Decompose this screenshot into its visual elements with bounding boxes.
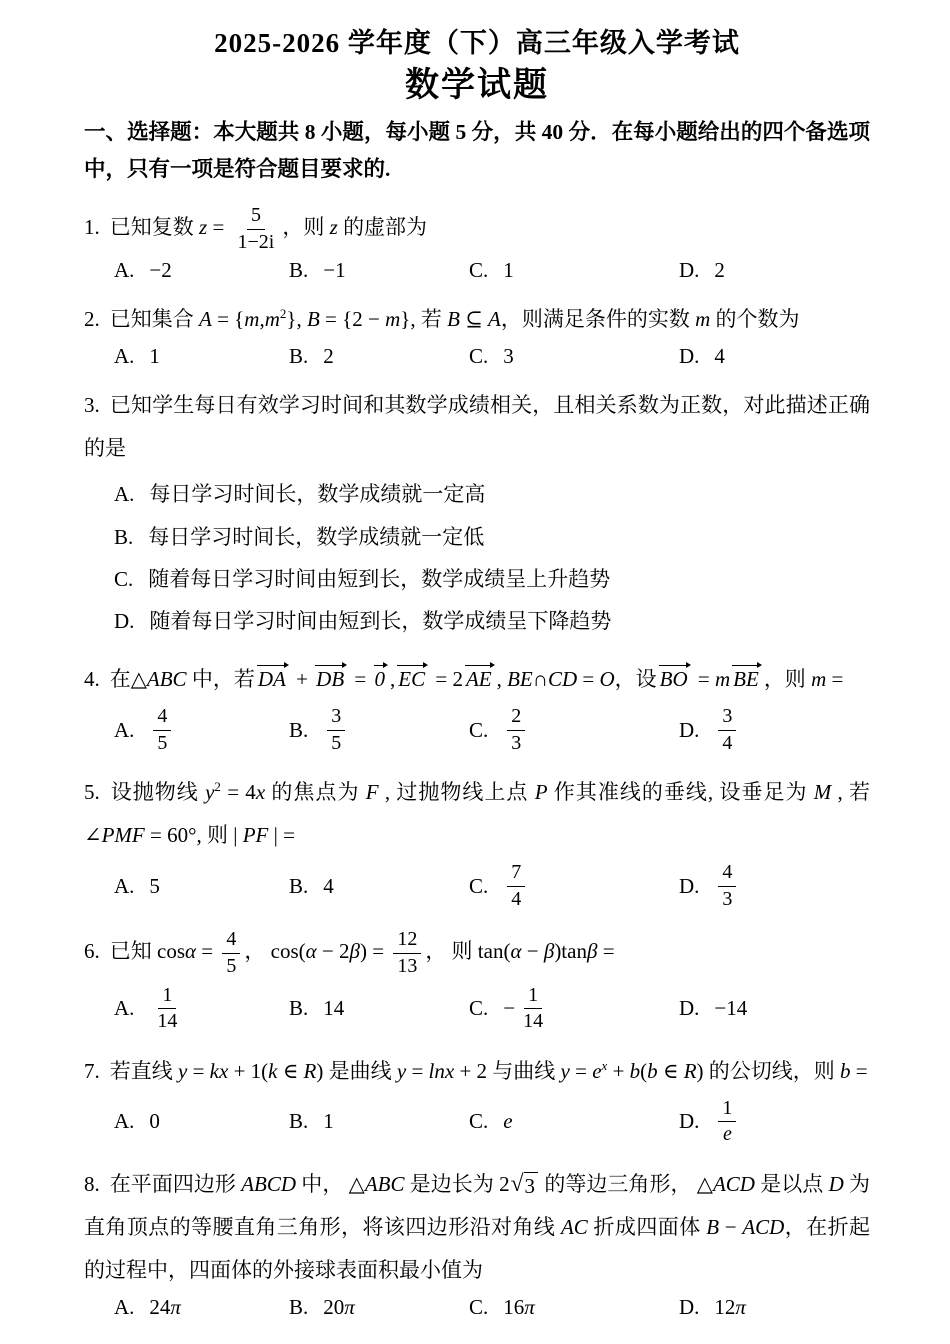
question-6-option-D bbox=[679, 996, 747, 1021]
question-2-stem bbox=[84, 298, 870, 341]
question-3 bbox=[84, 384, 870, 643]
option-content: 20 π bbox=[323, 1295, 355, 1320]
question-4 bbox=[84, 658, 870, 756]
option-content: 14 bbox=[323, 996, 345, 1021]
question-number: 2. bbox=[84, 307, 100, 332]
question-4-option-C bbox=[469, 704, 679, 756]
option-label: B. bbox=[289, 717, 309, 742]
question-8-options bbox=[84, 1295, 870, 1320]
option-label: A. bbox=[114, 1109, 135, 1134]
question-3-stem bbox=[84, 384, 870, 470]
option-label: A. bbox=[114, 1295, 135, 1320]
question-5-option-C bbox=[469, 860, 679, 912]
question-6 bbox=[84, 927, 870, 1034]
option-content: 5 bbox=[149, 873, 160, 898]
question-5-option-A bbox=[114, 874, 289, 899]
option-label: C. bbox=[469, 717, 489, 742]
option-label: B. bbox=[289, 873, 309, 898]
question-3-option-C bbox=[114, 558, 870, 600]
option-content: 1 bbox=[149, 344, 160, 369]
question-8-option-A bbox=[114, 1295, 289, 1320]
question-number: 6. bbox=[84, 939, 100, 964]
option-label: A. bbox=[114, 258, 135, 283]
question-stem-text: 已知学生每日有效学习时间和其数学成绩相关，且相关系数为正数，对此描述正确的是 bbox=[84, 393, 870, 461]
question-7-options bbox=[84, 1096, 870, 1148]
question-stem-text: 已知 cosα = $\frac{4}{5}$ ， cos(α − 2β) = $\frac{12}{13}$ ， 则 tan(α − β)tanβ = bbox=[109, 928, 615, 977]
option-content: $\frac{1}{e}$ bbox=[714, 1096, 740, 1148]
question-list bbox=[84, 203, 870, 1320]
question-7 bbox=[84, 1050, 870, 1148]
option-label: A. bbox=[114, 344, 135, 369]
option-content: 每日学习时间长，数学成绩就一定高 bbox=[149, 482, 486, 507]
option-content: 1 bbox=[323, 1109, 334, 1134]
question-1-options bbox=[84, 258, 870, 283]
question-8-option-D bbox=[679, 1295, 746, 1320]
question-stem-text: 已知复数 z = $\frac{5}{1-2i}$ ，则 z 的虚部为 bbox=[109, 203, 428, 253]
question-7-option-C bbox=[469, 1109, 679, 1134]
option-label: A. bbox=[114, 873, 135, 898]
option-label: D. bbox=[679, 1295, 700, 1320]
question-8-stem bbox=[84, 1163, 870, 1292]
question-1-option-B bbox=[289, 258, 469, 283]
question-number: 1. bbox=[84, 214, 100, 239]
option-content: 4 bbox=[323, 873, 334, 898]
question-3-option-B bbox=[114, 516, 870, 558]
option-content: 16 π bbox=[503, 1295, 535, 1320]
question-2 bbox=[84, 298, 870, 369]
question-stem-text: 已知集合 $A = \{m,m^2\}$, B = {2 − m}, 若 B ⊆ A，则满足条件的实数 m 的个数为 bbox=[109, 306, 800, 332]
option-label: C. bbox=[469, 996, 489, 1021]
option-content: 随着每日学习时间由短到长，数学成绩呈下降趋势 bbox=[149, 609, 612, 634]
question-3-options bbox=[84, 473, 870, 643]
option-content: −2 bbox=[149, 258, 172, 283]
option-label: D. bbox=[679, 344, 700, 369]
option-label: D. bbox=[679, 873, 700, 898]
question-3-option-A bbox=[114, 473, 870, 515]
option-content: $\frac{1}{14}$ bbox=[157, 983, 178, 1033]
option-content: $\frac{4}{3}$ bbox=[714, 860, 740, 912]
option-label: C. bbox=[469, 873, 489, 898]
option-content: $\frac{2}{3}$ bbox=[503, 704, 529, 756]
question-2-option-D bbox=[679, 344, 725, 369]
option-content: $\frac{4}{5}$ bbox=[149, 704, 175, 756]
option-label: D. bbox=[679, 258, 700, 283]
option-label: B. bbox=[289, 996, 309, 1021]
question-7-option-A bbox=[114, 1109, 289, 1134]
question-5-stem bbox=[84, 771, 870, 857]
option-content: 2 bbox=[714, 258, 725, 283]
option-content: 24 π bbox=[149, 1295, 181, 1320]
question-number: 7. bbox=[84, 1058, 100, 1083]
question-7-option-D bbox=[679, 1096, 740, 1148]
question-1-option-C bbox=[469, 258, 679, 283]
question-4-option-B bbox=[289, 704, 469, 756]
question-2-option-B bbox=[289, 344, 469, 369]
option-label: C. bbox=[469, 1109, 489, 1134]
option-label: A. bbox=[114, 717, 135, 742]
option-label: C. bbox=[469, 1295, 489, 1320]
question-8-option-C bbox=[469, 1295, 679, 1320]
option-label: B. bbox=[289, 258, 309, 283]
question-4-option-A bbox=[114, 704, 289, 756]
page-subtitle: 数学试题 bbox=[405, 67, 549, 105]
option-label: A. bbox=[114, 996, 135, 1021]
question-5-option-D bbox=[679, 860, 740, 912]
question-number: 5. bbox=[84, 780, 100, 805]
question-1 bbox=[84, 203, 870, 283]
option-content: 4 bbox=[714, 344, 725, 369]
option-label: B. bbox=[289, 1109, 309, 1134]
question-6-stem bbox=[84, 927, 870, 979]
question-4-option-D bbox=[679, 704, 740, 756]
question-6-option-A bbox=[114, 983, 289, 1035]
question-5-options bbox=[84, 860, 870, 912]
option-content: 12 π bbox=[714, 1295, 746, 1320]
question-8 bbox=[84, 1163, 870, 1320]
question-1-option-A bbox=[114, 258, 289, 283]
option-label: B. bbox=[289, 344, 309, 369]
question-number: 8. bbox=[84, 1172, 100, 1196]
question-5-option-B bbox=[289, 874, 469, 899]
option-content: −14 bbox=[714, 996, 748, 1021]
question-7-stem bbox=[84, 1050, 870, 1093]
section-intro: 一、选择题：本大题共 8 小题，每小题 5 分，共 40 分．在每小题给出的四个备选项中，只有一项是符合题目要求的. bbox=[84, 119, 870, 181]
question-2-options bbox=[84, 344, 870, 369]
question-6-option-B bbox=[289, 996, 469, 1021]
option-content: $\frac{3}{5}$ bbox=[323, 704, 349, 756]
option-label: D. bbox=[679, 996, 700, 1021]
question-4-stem bbox=[84, 658, 870, 701]
question-1-option-D bbox=[679, 258, 725, 283]
question-stem-text: 若直线 y = kx + 1(k ∈ R) 是曲线 y = lnx + 2 与曲线 $y = e^x + b(b$ ∈ R) 的公切线，则 b = bbox=[109, 1057, 868, 1083]
option-content: 随着每日学习时间由短到长，数学成绩呈上升趋势 bbox=[148, 567, 611, 592]
option-label: C. bbox=[469, 344, 489, 369]
question-2-option-C bbox=[469, 344, 679, 369]
page-title: 2025-2026 学年度（下）高三年级入学考试 bbox=[214, 28, 740, 58]
option-content: 3 bbox=[503, 344, 514, 369]
option-content: e bbox=[503, 1109, 513, 1134]
question-stem-text: 在△ABC 中，若 DA + DB = 0 , EC = 2 AE , BE∩CD = O，设 BO = m BE ，则 m = bbox=[110, 667, 844, 691]
question-1-stem bbox=[84, 203, 870, 255]
option-content: − $\frac{1}{14}$ bbox=[503, 983, 544, 1033]
question-8-option-B bbox=[289, 1295, 469, 1320]
option-label: B. bbox=[114, 524, 134, 549]
question-number: 4. bbox=[84, 666, 100, 691]
option-content: −1 bbox=[323, 258, 346, 283]
question-4-options bbox=[84, 704, 870, 756]
question-6-options bbox=[84, 983, 870, 1035]
option-label: A. bbox=[114, 482, 135, 507]
question-number: 3. bbox=[84, 393, 100, 418]
option-content: 2 bbox=[323, 344, 334, 369]
question-2-option-A bbox=[114, 344, 289, 369]
option-label: D. bbox=[679, 1109, 700, 1134]
option-label: D. bbox=[679, 717, 700, 742]
option-label: C. bbox=[469, 258, 489, 283]
question-6-option-C bbox=[469, 983, 679, 1035]
option-content: $\frac{7}{4}$ bbox=[503, 860, 529, 912]
option-content: 1 bbox=[503, 258, 514, 283]
question-stem-text: 设抛物线 $y^2 = 4x$ 的焦点为 F , 过抛物线上点 P 作其准线的垂线, 设垂足为 M , 若 ∠PMF = 60°, 则 | PF | = bbox=[84, 779, 871, 848]
question-5 bbox=[84, 771, 870, 912]
option-content: 0 bbox=[149, 1109, 160, 1134]
question-stem-text: 在平面四边形 ABCD 中， △ABC 是边长为 2 √ 3 的等边三角形， △ACD 是以点 D 为直角顶点的等腰直角三角形，将该四边形沿对角线 AC 折成四面体 B − ACD，在折起的过程中，四面体的外接球表面积最小值为 bbox=[84, 1171, 871, 1283]
question-3-option-D bbox=[114, 600, 870, 642]
option-label: D. bbox=[114, 609, 135, 634]
option-label: C. bbox=[114, 567, 134, 592]
option-content: 每日学习时间长，数学成绩就一定低 bbox=[148, 524, 485, 549]
question-7-option-B bbox=[289, 1109, 469, 1134]
option-content: $\frac{3}{4}$ bbox=[714, 704, 740, 756]
option-label: B. bbox=[289, 1295, 309, 1320]
